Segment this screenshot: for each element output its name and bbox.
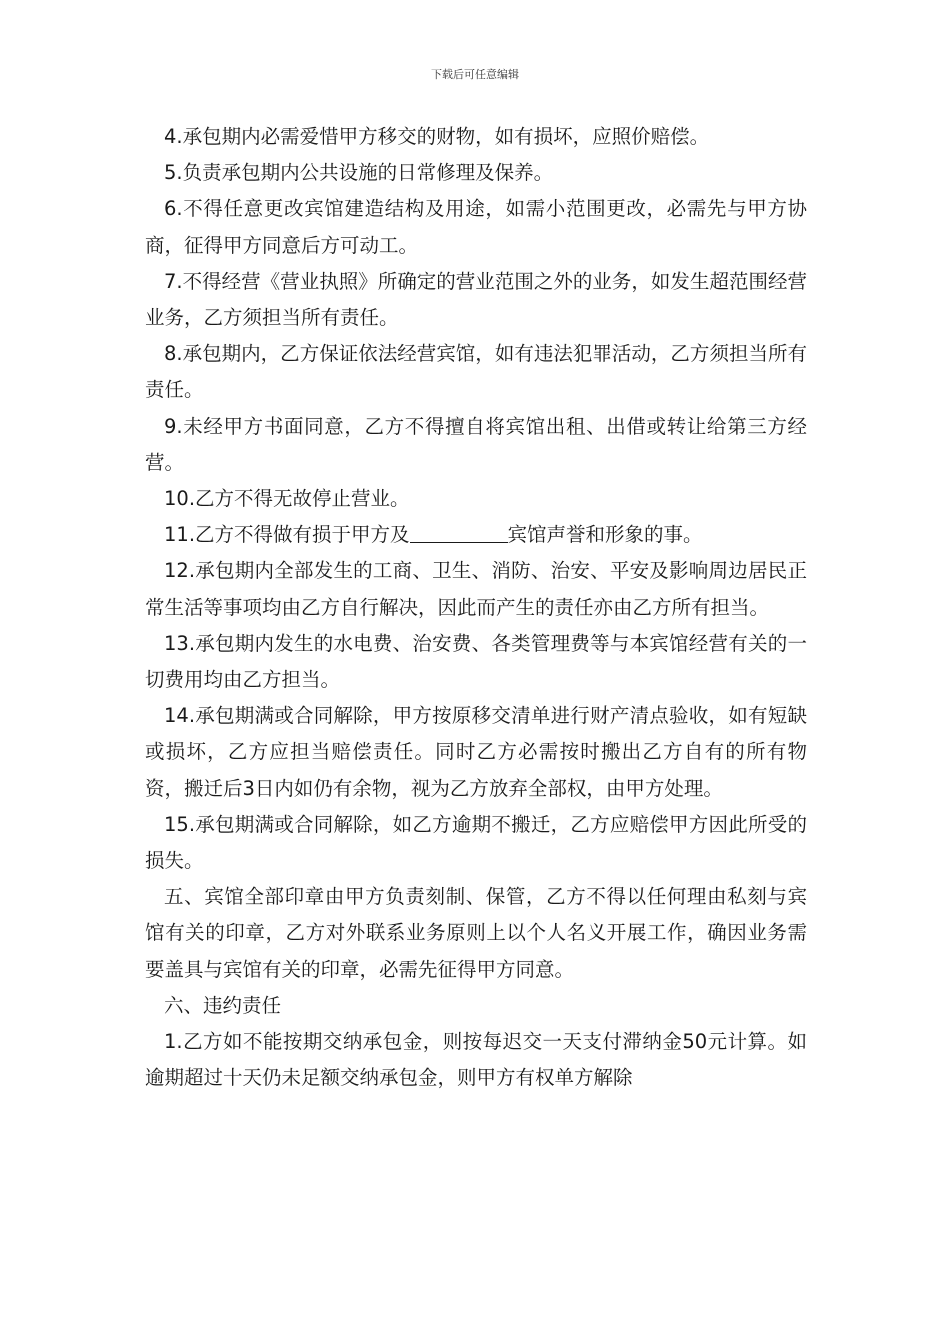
fill-in-blank <box>410 522 508 543</box>
document-body <box>145 119 807 1096</box>
clause-14: 14.承包期满或合同解除，甲方按原移交清单进行财产清点验收，如有短缺或损坏，乙方应担当赔偿责任。同时乙方必需按时搬出乙方自有的所有物资，搬迁后3日内如仍有余物，视为乙方放弃全部权，由甲方处理。 <box>145 704 807 800</box>
clause-9: 9.未经甲方书面同意，乙方不得擅自将宾馆出租、出借或转让给第三方经营。 <box>145 414 807 474</box>
clause-12: 12.承包期内全部发生的工商、卫生、消防、治安、平安及影响周边居民正常生活等事项均由乙方自行解决，因此而产生的责任亦由乙方所有担当。 <box>145 559 807 619</box>
clause-8: 8.承包期内，乙方保证依法经营宾馆，如有违法犯罪活动，乙方须担当所有责任。 <box>145 342 807 402</box>
clause-13: 13.承包期内发生的水电费、治安费、各类管理费等与本宾馆经营有关的一切费用均由乙方担当。 <box>145 631 807 692</box>
section-5: 五、宾馆全部印章由甲方负责刻制、保管，乙方不得以任何理由私刻与宾馆有关的印章，乙方对外联系业务原则上以个人名义开展工作，确因业务需要盖具与宾馆有关的印章，必需先征得甲方同意。 <box>145 885 807 981</box>
clause-4: 4.承包期内必需爱惜甲方移交的财物，如有损坏，应照价赔偿。 <box>164 125 710 148</box>
clause-15: 15.承包期满或合同解除，如乙方逾期不搬迁，乙方应赔偿甲方因此所受的损失。 <box>145 812 807 873</box>
page-header-note: 下载后可任意编辑 <box>431 68 519 81</box>
clause-10: 10.乙方不得无故停止营业。 <box>164 487 410 511</box>
clause-11 <box>145 517 807 553</box>
clause-5: 5.负责承包期内公共设施的日常修理及保养。 <box>164 161 554 185</box>
section-6-heading: 六、违约责任 <box>164 993 282 1017</box>
clause-6: 6.不得任意更改宾馆建造结构及用途，如需小范围更改，必需先与甲方协商，征得甲方同意后方可动工。 <box>145 197 807 257</box>
clause-11-after: 宾馆声誉和形象的事。 <box>507 523 703 547</box>
penalty-clause-1: 1.乙方如不能按期交纳承包金，则按每迟交一天支付滞纳金50元计算。如逾期超过十天仍未足额交纳承包金，则甲方有权单方解除 <box>145 1030 807 1090</box>
clause-11-before: 11.乙方不得做有损于甲方及 <box>164 523 410 547</box>
clause-7: 7.不得经营《营业执照》所确定的营业范围之外的业务，如发生超范围经营业务，乙方须担当所有责任。 <box>145 269 807 330</box>
